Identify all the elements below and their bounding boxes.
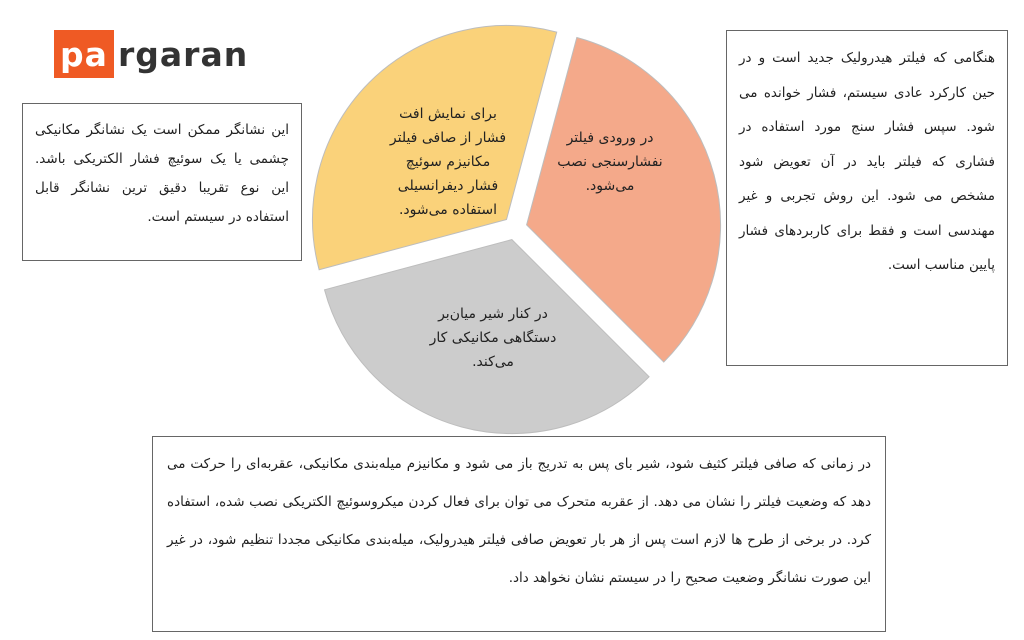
logo-text: rgaran <box>118 34 249 74</box>
pie-label-line: نفشارسنجی نصب <box>557 154 663 170</box>
textbox-mechanical-indicator: این نشانگر ممکن است یک نشانگر مکانیکی چشمی یا یک سوئیچ فشار الکتریکی باشد. این نوع تقریبا دقیق ترین نشانگر قابل استفاده در سیستم است. <box>22 103 302 261</box>
pie-label-line: برای نمایش افت <box>399 106 497 122</box>
textbox-pressure-gauge: هنگامی که فیلتر هیدرولیک جدید است و در حین کارکرد عادی سیستم، فشار خوانده می شود. سپس فشار سنج مورد استفاده در فشاری که فیلتر باید در آن تعویض شود مشخص می شود. این روش تجربی و غیر مهندسی است و فقط برای کاربردهای فشار پایین مناسب است. <box>726 30 1008 366</box>
pie-label-line: در ورودی فیلتر <box>566 130 654 146</box>
pie-label-line: فشار از صافی فیلتر <box>389 130 507 146</box>
pie-label-line: فشار دیفرانسیلی <box>397 178 499 194</box>
pie-label-line: در کنار شیر میان‌بر <box>438 306 548 322</box>
pie-label-line: مکانیزم سوئیچ <box>405 154 491 170</box>
pie-label-line: می‌کند. <box>472 354 514 370</box>
logo-accent: pa <box>54 30 114 78</box>
textbox-bypass-mechanism: در زمانی که صافی فیلتر کثیف شود، شیر بای پس به تدریج باز می شود و مکانیزم میله‌بندی مکانیکی، عقربه‌ای را حرکت می دهد که وضعیت فیلتر را نشان می دهد. از عقربه متحرک می توان برای فعال کردن میکروسوئیچ الکتریکی نصب شده، استفاده کرد. در برخی از طرح ها لازم است پس از هر بار تعویض صافی فیلتر هیدرولیک، میله‌بندی مکانیکی مجددا تنظیم شود، در غیر این صورت نشانگر وضعیت صحیح را در سیستم نشان نخواهد داد. <box>152 436 886 632</box>
pie-label-line: استفاده می‌شود. <box>398 202 498 218</box>
pie-slice-yellow <box>313 26 557 270</box>
pie-diagram <box>300 10 730 430</box>
pargaran-logo <box>54 30 248 78</box>
pie-label-line: دستگاهی مکانیکی کار <box>429 330 557 346</box>
pie-label-line: می‌شود. <box>585 178 635 194</box>
